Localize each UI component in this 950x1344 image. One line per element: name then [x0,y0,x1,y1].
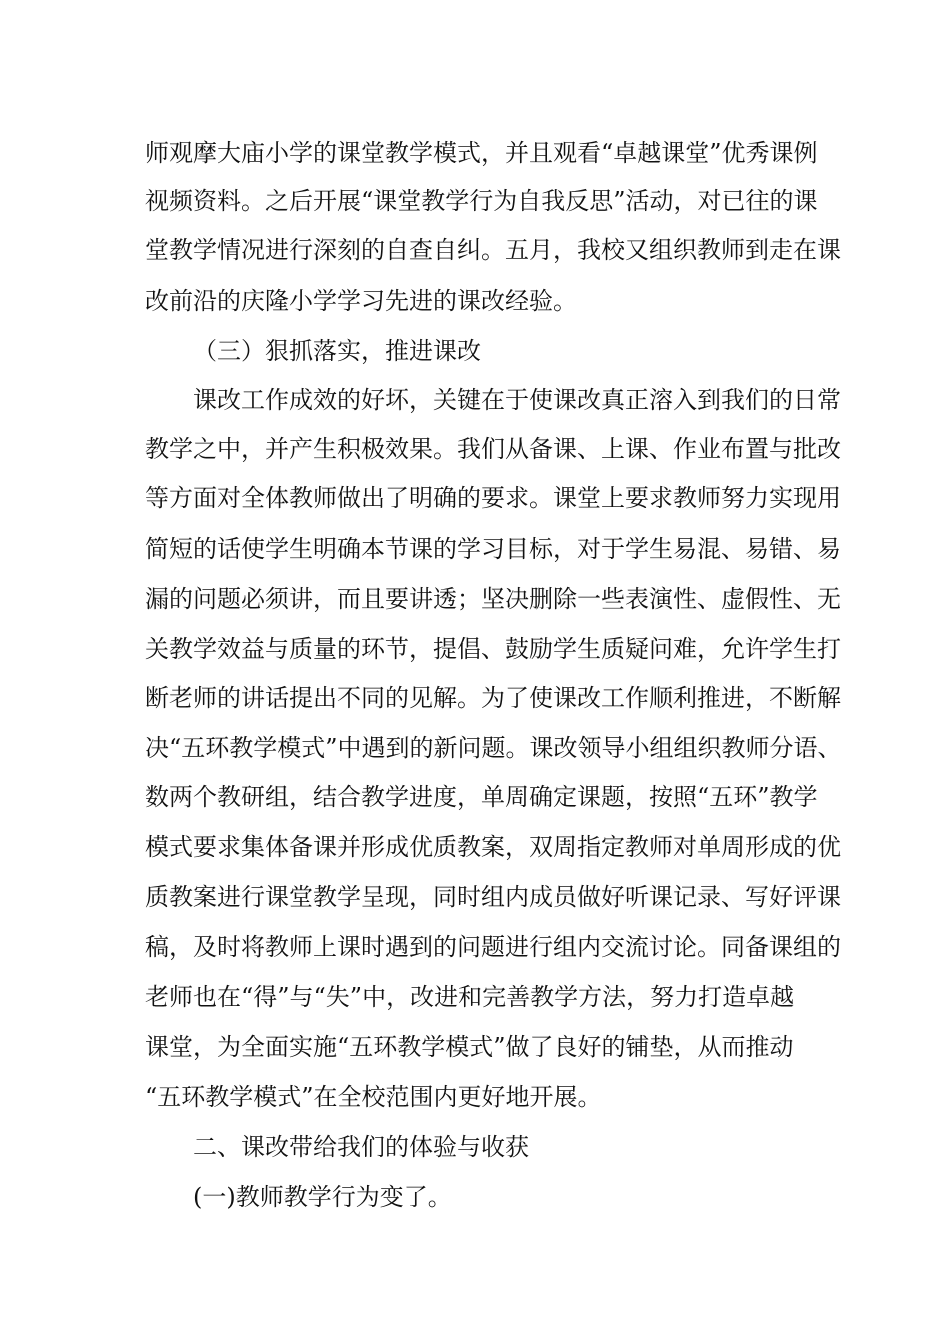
body-text-line: 稿，及时将教师上课时遇到的问题进行组内交流讨论。同备课组的 [145,933,841,961]
paragraph-first-line: 课改工作成效的好坏，关键在于使课改真正溶入到我们的日常 [193,386,841,414]
body-text-line: 数两个教研组，结合教学进度，单周确定课题，按照“五环”教学 [145,783,818,811]
body-text-line: 漏的问题必须讲，而且要讲透；坚决删除一些表演性、虚假性、无 [145,585,841,613]
body-text-line: 质教案进行课堂教学呈现，同时组内成员做好听课记录、写好评课 [145,883,841,911]
body-text-line: 堂教学情况进行深刻的自查自纠。五月，我校又组织教师到走在课 [145,236,841,264]
body-text-line: 等方面对全体教师做出了明确的要求。课堂上要求教师努力实现用 [145,484,841,512]
body-text-line: 关教学效益与质量的环节，提倡、鼓励学生质疑问难，允许学生打 [145,635,841,663]
body-text-line: 断老师的讲话提出不同的见解。为了使课改工作顺利推进，不断解 [145,684,841,712]
body-text-line: “五环教学模式”在全校范围内更好地开展。 [145,1083,602,1111]
body-text-line: 简短的话使学生明确本节课的学习目标，对于学生易混、易错、易 [145,535,841,563]
body-text-line: 教学之中，并产生积极效果。我们从备课、上课、作业布置与批改 [145,435,841,463]
section-heading: 二、课改带给我们的体验与收获 [193,1133,529,1161]
body-text-line: 模式要求集体备课并形成优质教案，双周指定教师对单周形成的优 [145,833,841,861]
body-text-line: 改前沿的庆隆小学学习先进的课改经验。 [145,287,577,315]
body-text-line: 课堂，为全面实施“五环教学模式”做了良好的铺垫，从而推动 [145,1033,794,1061]
subsection-heading: (一)教师教学行为变了。 [193,1183,452,1211]
section-heading: （三）狠抓落实，推进课改 [193,337,481,365]
body-text-line: 老师也在“得”与“失”中，改进和完善教学方法，努力打造卓越 [145,983,795,1011]
body-text-line: 视频资料。之后开展“课堂教学行为自我反思”活动，对已往的课 [145,187,818,215]
body-text-line: 决“五环教学模式”中遇到的新问题。课改领导小组组织教师分语、 [145,734,842,762]
body-text-line: 师观摩大庙小学的课堂教学模式，并且观看“卓越课堂”优秀课例 [145,139,818,167]
